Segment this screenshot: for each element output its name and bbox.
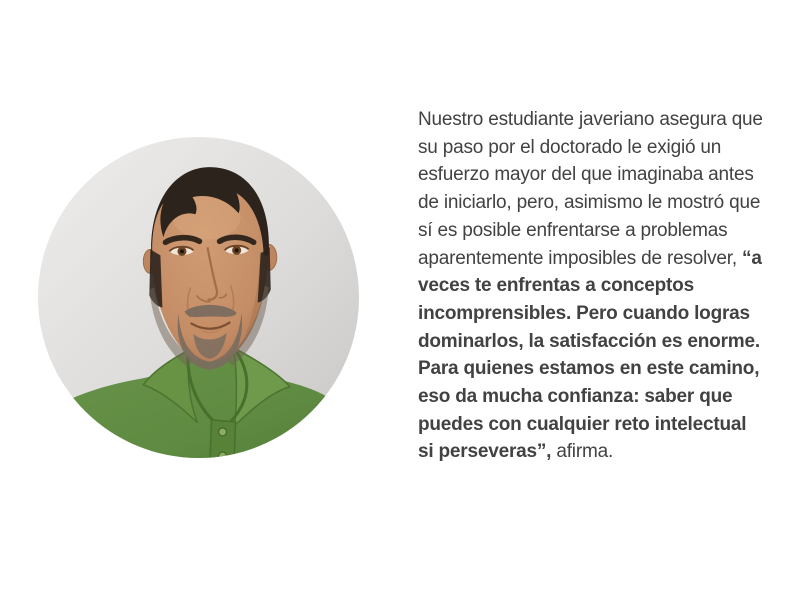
student-avatar-photo	[38, 137, 359, 458]
quote-regular-prefix: Nuestro estudiante javeriano asegura que su paso por el doctorado le exigió un esfuerzo mayor del que imaginaba antes de iniciarlo, pero, asimismo le mostró que sí es posible enfrentarse a problemas aparentemente imposibles de resolver,	[418, 109, 763, 269]
quote-bold-segment: “a veces te enfrentas a conceptos incomprensibles. Pero cuando logras dominarlos, la satisfacción es enorme. Para quienes estamos en este camino, eso da mucha confianza: saber que puedes con cualquier reto intelectual si perseveras”,	[418, 247, 762, 463]
quote-paragraph	[418, 106, 766, 466]
quote-attribution: afirma.	[551, 441, 614, 463]
man-portrait-illustration	[38, 137, 359, 458]
